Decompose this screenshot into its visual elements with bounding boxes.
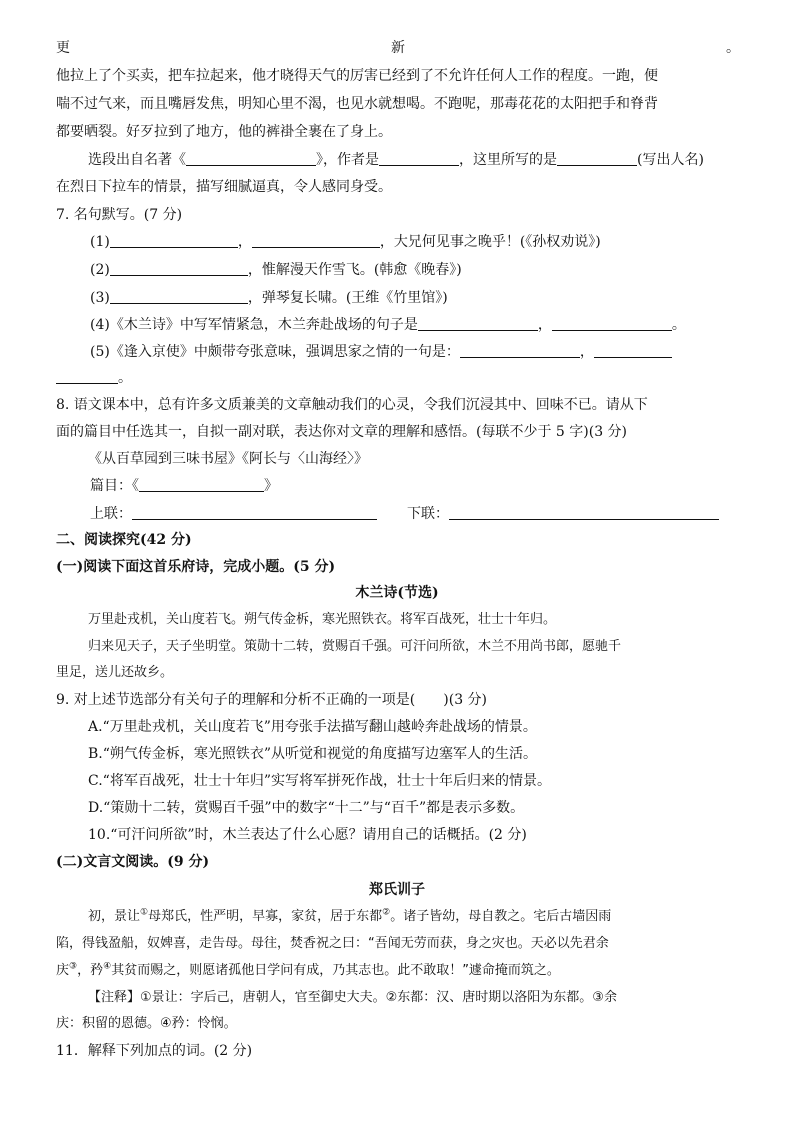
header-mid: 新: [391, 40, 405, 56]
q7-item-5: (5)《逢入京使》中颇带夸张意味，强调思家之情的一句是： ，: [90, 342, 774, 362]
q6-line: 选段出自名著《 》，作者是 ，这里所写的是 (写出人名): [88, 152, 704, 168]
q6-line: 在烈日下拉车的情景，描写细腻逼真，令人感同身受。: [56, 179, 392, 195]
q7-1-blank-a[interactable]: [110, 232, 238, 248]
q7-4-blank-a[interactable]: [418, 315, 538, 331]
poem-line: 归来见天子，天子坐明堂。策勋十二转，赏赐百千强。可汗问所欲，木兰不用尚书郎，愿驰千: [88, 639, 622, 654]
q9-option-a[interactable]: A.“万里赴戎机，关山度若飞”用夸张手法描写翻山越岭奔赴战场的情景。: [88, 719, 537, 735]
q7-5-blank-b[interactable]: [594, 342, 672, 358]
q7-5-blank-c[interactable]: [56, 368, 118, 384]
q7-2-blank[interactable]: [110, 260, 248, 276]
poem-title: 木兰诗(节选): [355, 585, 439, 601]
poem-line: 里足，送儿还故乡。: [56, 665, 174, 680]
q6-book-blank[interactable]: [186, 150, 316, 166]
wenyan-note: 庆：积留的恩德。④矜：怜悯。: [56, 1016, 237, 1031]
passage-line: 喘不过气来，而且嘴唇发焦，明知心里不渴，也见水就想喝。不跑呢，那毒花花的太阳把手和脊背: [56, 96, 658, 112]
q7-item-4: (4)《木兰诗》中写军情紧急，木兰奔赴战场的句子是 ， 。: [90, 317, 686, 333]
q8-pianmu-blank[interactable]: [139, 476, 264, 492]
q7-item-1: (1) ， ，大兄何见事之晚乎！(《孙权劝说》): [90, 234, 601, 250]
q8-pianmu: 篇目：《 》: [90, 478, 278, 494]
q8-line: 面的篇目中任选其一，自拟一副对联，表达你对文章的理解和感悟。(每联不少于 5 字)(3 分): [56, 424, 628, 440]
q7-title: 7. 名句默写。(7 分): [56, 207, 183, 223]
q7-item-3: (3) ，弹琴复长啸。(王维《竹里馆》): [90, 290, 448, 306]
q7-item-5-cont: 。: [56, 368, 740, 388]
q6-person-blank[interactable]: [557, 150, 637, 166]
q9-title: 9. 对上述节选部分有关句子的理解和分析不正确的一项是( )(3 分): [56, 692, 488, 708]
q8-couplet: 上联： 下联：: [90, 504, 774, 524]
q7-3-blank[interactable]: [110, 288, 248, 304]
q9-option-d[interactable]: D.“策勋十二转，赏赐百千强”中的数字“十二”与“百千”都是表示多数。: [88, 800, 525, 816]
q6-author-blank[interactable]: [379, 150, 459, 166]
q8-shanglian-blank[interactable]: [132, 504, 377, 520]
q8-xialian-blank[interactable]: [449, 504, 719, 520]
poem-line: 万里赴戎机，关山度若飞。朔气传金柝，寒光照铁衣。将军百战死，壮士十年归。: [88, 612, 557, 627]
section-2-title: 二、阅读探究(42 分): [56, 532, 192, 548]
header-line: [56, 38, 740, 58]
wenyan-note: 【注释】①景让：字后己，唐朝人，官至御史大夫。②东都：汉、唐时期以洛阳为东都。③余: [88, 990, 617, 1005]
passage-line: 都要晒裂。好歹拉到了地方，他的裤褂全裹在了身上。: [56, 124, 392, 140]
header-left: 更: [56, 40, 70, 56]
q7-1-blank-b[interactable]: [252, 232, 380, 248]
passage-line: 他拉上了个买卖，把车拉起来，他才晓得天气的厉害已经到了不允许任何人工作的程度。一跑，便: [56, 68, 658, 84]
wenyan-line: 庆③，矜④其贫而赐之，则愿诸孤他日学问有成，乃其志也。此不敢取！”遽命掩而筑之。: [56, 961, 560, 978]
q10-text: 10.“可汗问所欲”时，木兰表达了什么心愿？请用自己的话概括。(2 分): [88, 827, 527, 843]
q7-4-blank-b[interactable]: [552, 315, 672, 331]
wenyan-line: 陷，得钱盈船，奴婢喜，走告母。母往，焚香祝之曰：“吾闻无劳而获，身之灾也。天必以先君余: [56, 936, 609, 951]
q8-titles: 《从百草园到三味书屋》《阿长与〈山海经〉》: [88, 451, 368, 467]
part-2-title: (二)文言文阅读。(9 分): [56, 854, 210, 870]
q7-5-blank-a[interactable]: [460, 342, 580, 358]
q8-line: 8. 语文课本中，总有许多文质兼美的文章触动我们的心灵，令我们沉浸其中、回味不已。请从下: [56, 397, 648, 413]
header-right: 。: [726, 40, 740, 56]
q9-option-c[interactable]: C.“将军百战死，壮士十年归”实写将军拼死作战，壮士十年后归来的情景。: [88, 773, 551, 789]
part-1-title: (一)阅读下面这首乐府诗，完成小题。(5 分): [56, 559, 336, 575]
wenyan-title: 郑氏训子: [369, 882, 425, 898]
q11-text: 11．解释下列加点的词。(2 分): [56, 1043, 253, 1059]
q9-option-b[interactable]: B.“朔气传金柝，寒光照铁衣”从听觉和视觉的角度描写边塞军人的生活。: [88, 746, 538, 762]
wenyan-line: 初，景让①母郑氏，性严明，早寡，家贫，居于东都②。诸子皆幼，母自教之。宅后古墙因雨: [88, 907, 612, 924]
q7-item-2: (2) ，惟解漫天作雪飞。(韩愈《晚春》): [90, 262, 462, 278]
